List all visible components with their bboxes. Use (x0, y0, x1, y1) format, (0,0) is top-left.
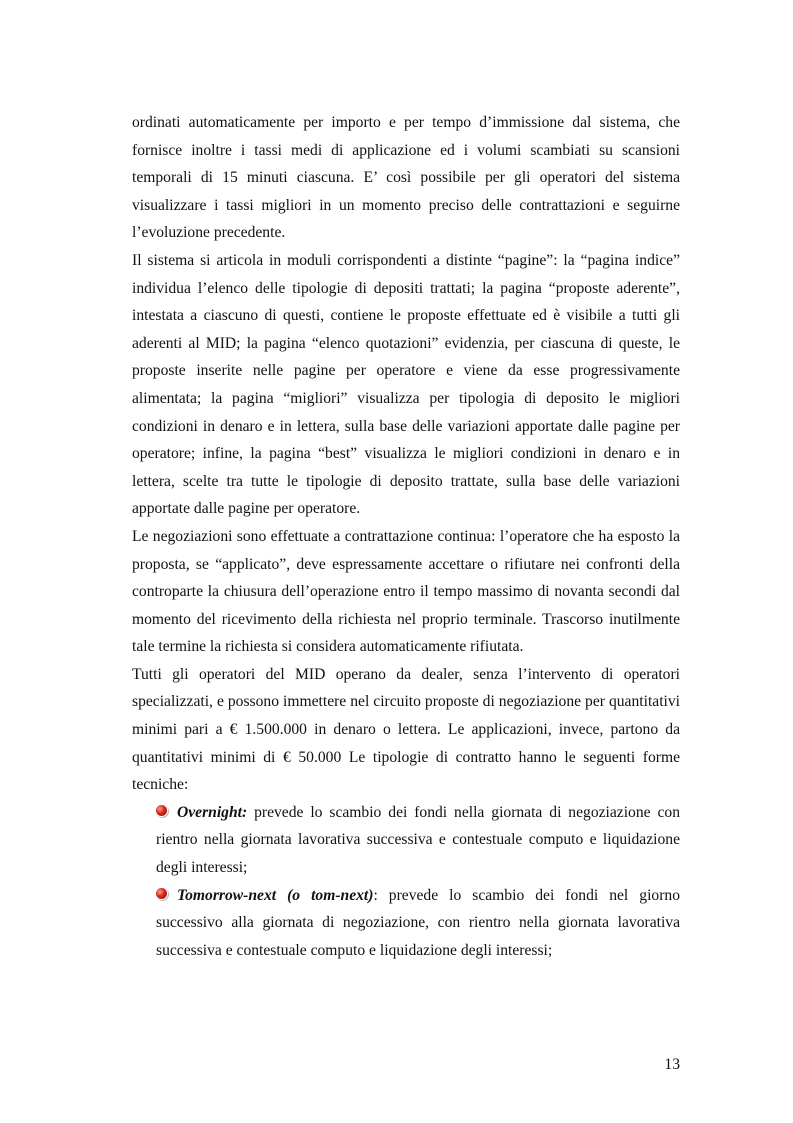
red-ball-bullet-icon (156, 805, 167, 816)
definition-overnight: prevede lo scambio dei fondi nella giornata di negoziazione con rientro nella giornata lavorativa successiva e contestuale computo e liquidazione degli interessi; (156, 803, 680, 877)
paragraph-pagine: Il sistema si articola in moduli corrispondenti a distinte “pagine”: la “pagina indice” individua l’elenco delle tipologie di depositi trattati; la pagina “proposte aderente”, intestata a ciascuno di questi, contiene le proposte effettuate ed è visibile a tutti gli aderenti al MID; la pagina “elenco quotazioni” evidenzia, per ciascuna di queste, le proposte inserite nelle pagine per operatore e viene da esse progressivamente alimentata; la pagina “migliori” visualizza per tipologia di deposito le migliori condizioni in denaro e in lettera, sulla base delle variazioni apportate dalle pagine per operatore; infine, la pagina “best” visualizza le migliori condizioni in denaro e in lettera, scelte tra tutte le tipologie di deposito trattate, sulla base delle variazioni apportate dalle pagine per operatore. (132, 251, 680, 518)
contract-types-list (132, 799, 680, 965)
term-tomorrow-next: Tomorrow-next (o tom-next) (177, 886, 374, 904)
term-separator: : (373, 886, 378, 904)
document-page (132, 109, 680, 964)
term-separator: : (241, 803, 248, 821)
page-number: 13 (664, 1056, 680, 1073)
list-item-overnight (156, 799, 680, 882)
paragraph-continuation: ordinati automaticamente per importo e per tempo d’immissione dal sistema, che fornisce inoltre i tassi medi di applicazione ed i volumi scambiati su scansioni temporali di 15 minuti ciascuna. E’ così possibile per gli operatori del sistema visualizzare i tassi migliori in un momento preciso delle contrattazioni e seguirne l’evoluzione precedente. (132, 114, 680, 242)
paragraph-negoziazioni: Le negoziazioni sono effettuate a contrattazione continua: l’operatore che ha esposto la proposta, se “applicato”, deve espressamente accettare o rifiutare nei confronti della controparte la chiusura dell’operazione entro il tempo massimo di novanta secondi dal momento del ricevimento della richiesta nel proprio terminale. Trascorso inutilmente tale termine la richiesta si considera automaticamente rifiutata. (132, 527, 680, 656)
paragraph-operatori: Tutti gli operatori del MID operano da dealer, senza l’intervento di operatori specializzati, e possono immettere nel circuito proposte di negoziazione per quantitativi minimi pari a € 1.500.000 in denaro o lettera. Le applicazioni, invece, partono da quantitativi minimi di € 50.000 Le tipologie di contratto hanno le seguenti forme tecniche: (132, 665, 680, 794)
definition-tomorrow-next: prevede lo scambio dei fondi nel giorno successivo alla giornata di negoziazione, con rientro nella giornata lavorativa successiva e contestuale computo e liquidazione degli interessi; (156, 886, 680, 959)
term-overnight: Overnight (177, 803, 242, 821)
red-ball-bullet-icon (156, 888, 167, 899)
list-item-tomorrow-next (156, 882, 680, 965)
